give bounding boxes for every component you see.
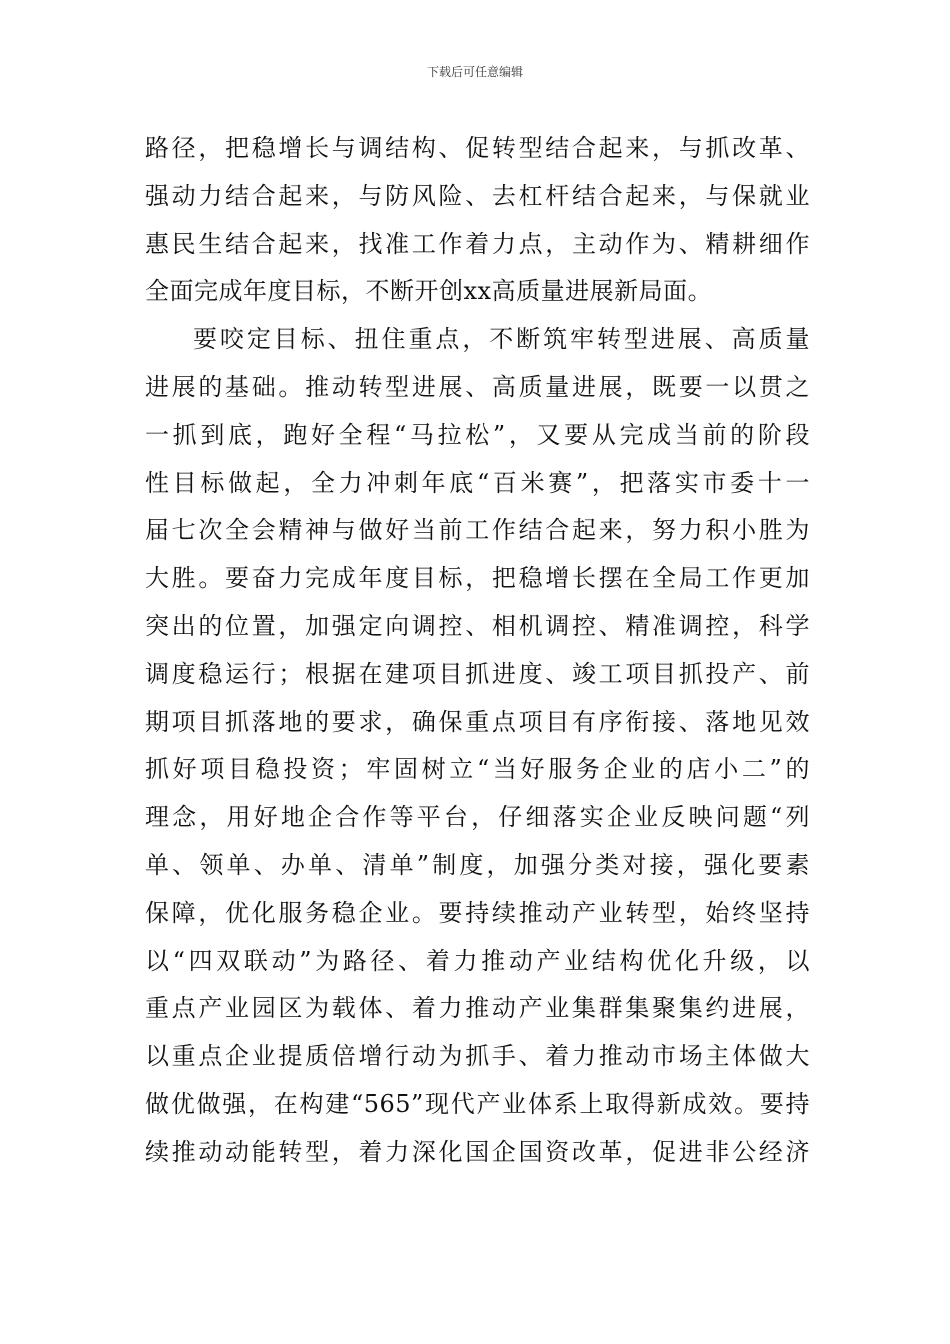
text-line: 期项目抓落地的要求，确保重点项目有序衔接、落地见效 bbox=[145, 707, 810, 736]
text-line: 保障，优化服务稳企业。要持续推动产业转型，始终坚持 bbox=[145, 898, 810, 927]
text-line: 惠民生结合起来，找准工作着力点，主动作为、精耕细作 bbox=[145, 229, 810, 258]
text-line: 进展的基础。推动转型进展、高质量进展，既要一以贯之 bbox=[145, 372, 810, 401]
text-line: 做优做强，在构建“565”现代产业体系上取得新成效。要持 bbox=[145, 1089, 810, 1118]
paragraph-first-line: 要咬定目标、扭住重点，不断筑牢转型进展、高质量 bbox=[193, 325, 810, 354]
text-line: 以重点企业提质倍增行动为抓手、着力推动市场主体做大 bbox=[145, 1042, 810, 1071]
text-line: 强动力结合起来，与防风险、去杠杆结合起来，与保就业 bbox=[145, 181, 810, 210]
text-line: 调度稳运行；根据在建项目抓进度、竣工项目抓投产、前 bbox=[145, 659, 810, 688]
text-line: 一抓到底，跑好全程“马拉松”，又要从完成当前的阶段 bbox=[145, 420, 810, 449]
text-line: 理念，用好地企合作等平台，仔细落实企业反映问题“列 bbox=[145, 803, 810, 832]
text-line: 大胜。要奋力完成年度目标，把稳增长摆在全局工作更加 bbox=[145, 564, 810, 593]
page-header: 下载后可任意编辑 bbox=[426, 65, 523, 79]
text-line: 续推动动能转型，着力深化国企国资改革，促进非公经济 bbox=[145, 1137, 810, 1166]
document-body bbox=[145, 125, 810, 1177]
text-line: 抓好项目稳投资；牢固树立“当好服务企业的店小二”的 bbox=[145, 755, 810, 784]
text-line: 重点产业园区为载体、着力推动产业集群集聚集约进展， bbox=[145, 994, 810, 1023]
text-line: 突出的位置，加强定向调控、相机调控、精准调控，科学 bbox=[145, 611, 810, 640]
text-line: 以“四双联动”为路径、着力推动产业结构优化升级，以 bbox=[145, 946, 810, 975]
text-line: 性目标做起，全力冲刺年底“百米赛”，把落实市委十一 bbox=[145, 468, 810, 497]
text-line: 单、领单、办单、清单”制度，加强分类对接，强化要素 bbox=[145, 850, 810, 879]
text-line: 届七次全会精神与做好当前工作结合起来，努力积小胜为 bbox=[145, 516, 810, 545]
text-line: 路径，把稳增长与调结构、促转型结合起来，与抓改革、 bbox=[145, 134, 810, 162]
text-line: 全面完成年度目标，不断开创xx高质量进展新局面。 bbox=[145, 277, 713, 306]
